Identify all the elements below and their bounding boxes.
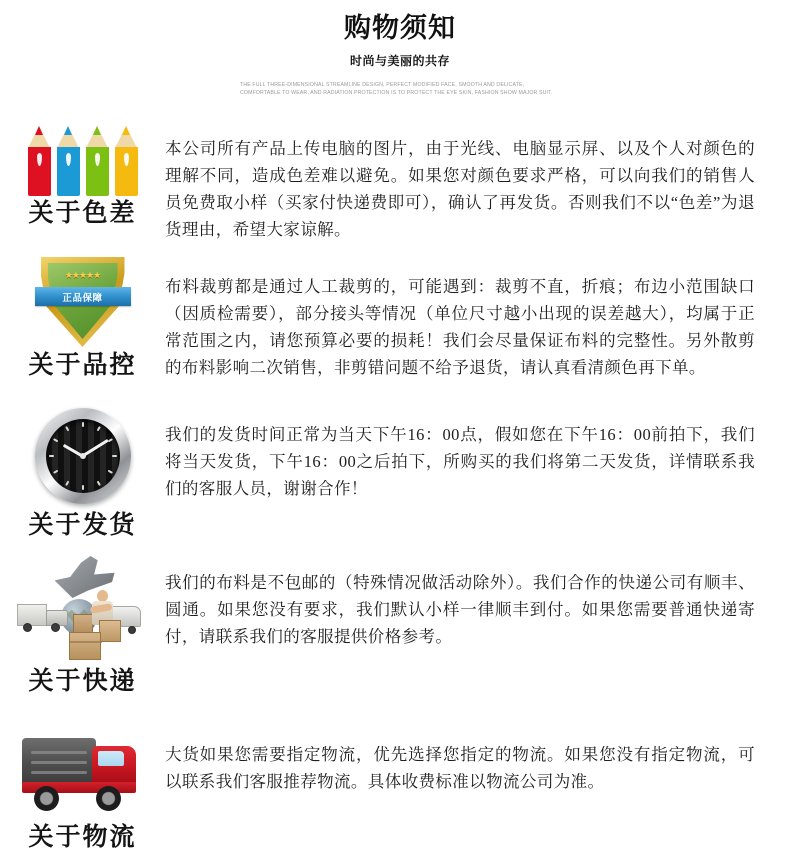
- crown-stars-icon: ★★★★★: [64, 270, 101, 280]
- quality-shield-icon: [13, 256, 153, 348]
- page-header: [0, 0, 800, 97]
- section-shipping-time: [0, 404, 800, 540]
- truck-wheel-front: [96, 786, 121, 811]
- page-subtitle: 时尚与美丽的共存: [349, 54, 450, 68]
- section-quality-control: [0, 256, 800, 397]
- icon-column: [0, 256, 165, 380]
- courier-shipping-icon: [13, 552, 153, 664]
- shield-ribbon-text: 正品保障: [62, 292, 103, 304]
- wall-clock-icon: [13, 404, 153, 508]
- body-column: [165, 724, 800, 811]
- delivery-truck-icon: [13, 724, 153, 820]
- section-label-quality-control: 关于品控: [28, 351, 137, 379]
- section-courier: [0, 552, 800, 696]
- section-label-courier: 关于快递: [28, 667, 137, 695]
- parcel-box-small: [99, 620, 121, 642]
- section-label-shipping-time: 关于发货: [28, 511, 137, 539]
- section-text-courier: 我们的布料是不包邮的（特殊情况做活动除外）。我们合作的快递公司有顺丰、圆通。如果您没有要求，我们默认小样一律顺丰到付。如果您需要普通快递寄付，请联系我们的客服提供价格参考。: [165, 572, 755, 646]
- parcel-box-large: [69, 632, 101, 660]
- pencil-green: [86, 126, 109, 196]
- page-title: 购物须知: [344, 13, 456, 43]
- shield-ribbon: [35, 287, 131, 306]
- section-logistics: [0, 724, 800, 852]
- pencil-blue: [57, 126, 80, 196]
- clock-face: [46, 419, 120, 493]
- truck-cargo-box: [22, 738, 96, 784]
- section-label-color-difference: 关于色差: [28, 199, 137, 227]
- body-column: [165, 256, 800, 397]
- colored-pencils-icon: [13, 118, 153, 196]
- icon-column: [0, 724, 165, 852]
- clock-center-pin: [80, 453, 86, 459]
- pencil-red: [28, 126, 51, 196]
- icon-column: [0, 404, 165, 540]
- section-text-shipping-time: 我们的发货时间正常为当天下午16：00点，假如您在下午16：00前拍下，我们将当天发货，下午16：00之后拍下，所购买的我们将第二天发货，详情联系我们的客服人员，谢谢合作！: [165, 424, 755, 498]
- body-column: [165, 552, 800, 666]
- pencil-yellow: [115, 126, 138, 196]
- section-text-color-difference: 本公司所有产品上传电脑的图片，由于光线、电脑显示屏、以及个人对颜色的理解不同，造成色差难以避免。如果您对颜色要求严格，可以向我们的销售人员免费取小样（买家付快递费即可），确认了再发货。否则我们不以“色差”为退货理由，希望大家谅解。: [165, 138, 755, 239]
- page-english-caption: THE FULL THREE-DIMENSIONAL STREAMLINE DESIGN, PERFECT MODIFIED FACE, SMOOTH AND DELICATE, COMFORTABLE TO WEAR, AND RADIATION PROTECTION IS TO PROTECT THE EYE SKIN, FASHION SHOW MAJOR SUIT.: [240, 82, 553, 96]
- body-column: [165, 118, 800, 259]
- section-text-logistics: 大货如果您需要指定物流，优先选择您指定的物流。如果您没有指定物流，可以联系我们客服推荐物流。具体收费标准以物流公司为准。: [165, 744, 755, 791]
- icon-column: [0, 118, 165, 228]
- section-color-difference: [0, 118, 800, 259]
- truck-wheel-rear: [34, 786, 59, 811]
- cargo-truck-icon: [17, 602, 71, 636]
- section-text-quality-control: 布料裁剪都是通过人工裁剪的，可能遇到：裁剪不直，折痕；布边小范围缺口（因质检需要），部分接头等情况（单位尺寸越小出现的误差越大），均属于正常范围之内，请您预算必要的损耗！我们会尽量保证布料的完整性。另外散剪的布料影响二次销售，非剪错问题不给予退货，请认真看清颜色再下单。: [165, 276, 755, 377]
- icon-column: [0, 552, 165, 696]
- body-column: [165, 404, 800, 518]
- truck-window: [98, 751, 124, 766]
- section-label-logistics: 关于物流: [28, 823, 137, 851]
